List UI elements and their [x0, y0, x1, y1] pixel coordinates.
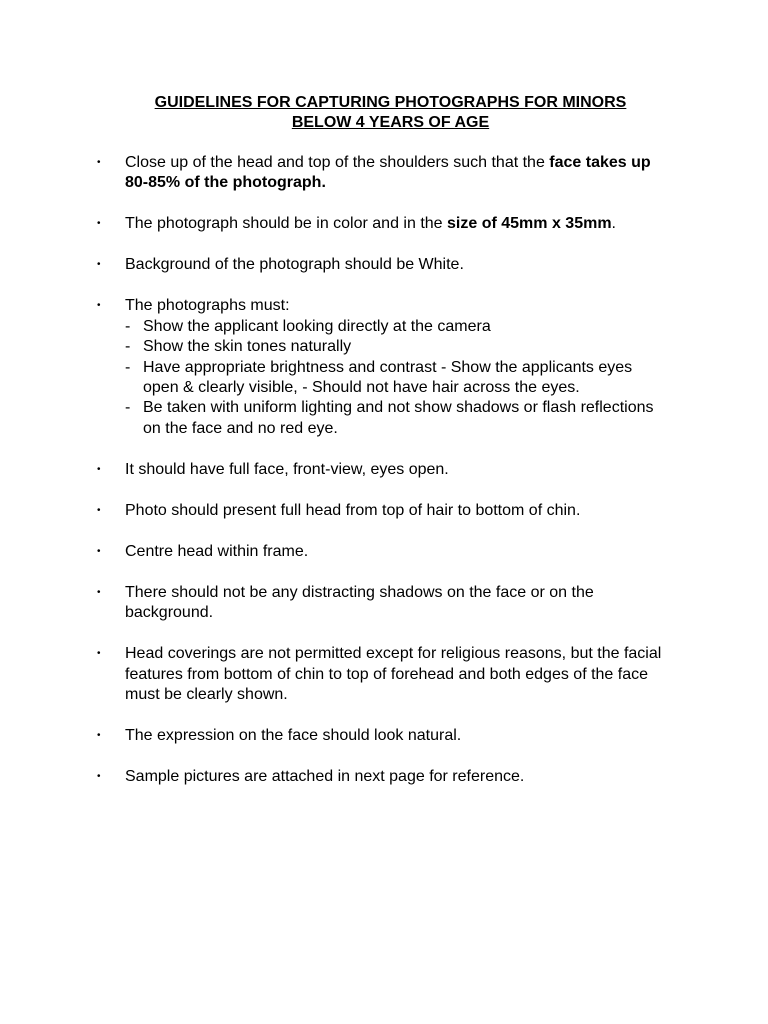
bullet-icon: •: [97, 771, 101, 783]
sub-item-text: Show the applicant looking directly at the camera: [143, 317, 491, 335]
dash-icon: -: [125, 317, 131, 335]
item-text-bold: face takes up 80-85% of the photograph.: [125, 154, 651, 192]
item-text: Head coverings are not permitted except for religious reasons, but the facial features from bottom of chin to top of forehead and both edges of the face must be clearly shown.: [125, 645, 662, 704]
bullet-icon: •: [97, 300, 101, 312]
guidelines-list: [97, 153, 668, 787]
bullet-icon: •: [97, 218, 101, 230]
page-title: [97, 93, 668, 133]
sub-item-text: Show the skin tones naturally: [143, 338, 352, 356]
item-text-bold: size of 45mm x 35mm: [447, 215, 612, 233]
bullet-icon: •: [97, 545, 101, 557]
list-item: [97, 153, 668, 194]
bullet-icon: •: [97, 586, 101, 598]
item-text: Sample pictures are attached in next page for reference.: [125, 768, 525, 786]
item-text: It should have full face, front-view, eyes open.: [125, 460, 449, 478]
bullet-icon: •: [97, 730, 101, 742]
list-item: [97, 214, 668, 234]
item-text-end: .: [611, 215, 616, 233]
list-item: [97, 460, 668, 480]
bullet-icon: •: [97, 504, 101, 516]
item-text: There should not be any distracting shadows on the face or on the background.: [125, 583, 594, 622]
list-item: [97, 583, 668, 624]
title-line-2: BELOW 4 YEARS OF AGE: [291, 114, 490, 131]
dash-icon: -: [125, 338, 131, 356]
title-line-1: GUIDELINES FOR CAPTURING PHOTOGRAPHS FOR MINORS: [154, 94, 627, 111]
sub-item-text: Have appropriate brightness and contrast - Show the applicants eyes open & clearly visible, - Should not have hair across the eyes.: [143, 358, 633, 397]
list-item: [97, 726, 668, 746]
list-item: [97, 644, 668, 705]
list-item: [97, 296, 668, 439]
item-text: Photo should present full head from top of hair to bottom of chin.: [125, 501, 581, 519]
bullet-icon: •: [97, 648, 101, 660]
bullet-icon: •: [97, 463, 101, 475]
item-text: The expression on the face should look natural.: [125, 727, 462, 745]
sub-list-item: [125, 337, 668, 357]
list-item: [97, 542, 668, 562]
dash-icon: -: [125, 358, 131, 376]
list-item: [97, 501, 668, 521]
list-item: [97, 255, 668, 275]
sub-list-item: [125, 398, 668, 439]
item-text: Close up of the head and top of the shoulders such that the: [125, 154, 550, 171]
item-text: Background of the photograph should be White.: [125, 256, 464, 274]
sub-list-item: [125, 358, 668, 399]
bullet-icon: •: [97, 157, 101, 168]
item-text: Centre head within frame.: [125, 542, 309, 560]
sub-item-text: Be taken with uniform lighting and not show shadows or flash reflections on the face and no red eye.: [143, 399, 654, 437]
must-sublist: [125, 317, 668, 439]
item-text: The photograph should be in color and in the: [125, 215, 448, 233]
dash-icon: -: [125, 399, 131, 417]
bullet-icon: •: [97, 259, 101, 271]
list-item: [97, 767, 668, 787]
item-text: The photographs must:: [125, 297, 290, 315]
sub-list-item: [125, 317, 668, 337]
